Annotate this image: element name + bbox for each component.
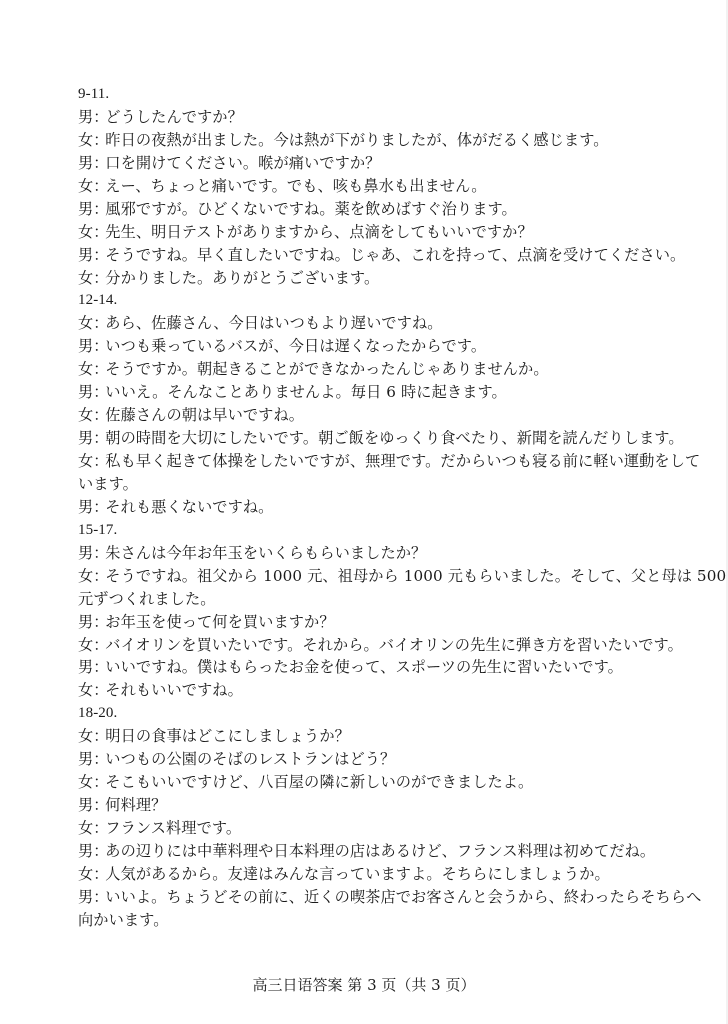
speaker-label: 男: [78, 658, 94, 677]
section-number: 9-11.: [78, 86, 110, 102]
dialogue-text: それも悪くないですね。: [105, 497, 274, 516]
colon: ：: [93, 222, 109, 241]
colon: ：: [93, 452, 109, 470]
dialogue-text: 先生、明日テストがありますから、点滴をしてもいいですか？: [105, 222, 533, 241]
dialogue-text: あら、佐藤さん、今日はいつもより遅いですね。: [105, 314, 443, 333]
speaker-label: 女: [78, 268, 94, 287]
dialogue-text: 何料理？: [105, 796, 167, 815]
colon: ：: [93, 819, 109, 837]
dialogue-text: 風邪ですが。ひどくないですね。薬を飲めばすぐ治ります。: [105, 199, 517, 218]
dialogue-text: いいえ。そんなことありませんよ。毎日 6 時に起きます。: [105, 383, 507, 402]
dialogue-line: [78, 335, 718, 358]
dialogue-text: それもいいですね。: [105, 681, 243, 700]
dialogue-text: そこもいいですけど、八百屋の隣に新しいのができましたよ。: [105, 773, 534, 792]
speaker-label: 女: [78, 727, 94, 746]
colon: ：: [93, 406, 109, 425]
colon: ：: [93, 314, 109, 333]
speaker-label: 女: [78, 222, 94, 241]
speaker-label: 男: [78, 429, 94, 448]
speaker-label: 女: [78, 176, 94, 195]
dialogue-text: そうですね。早く直したいですね。じゃあ、これを持って、点滴を受けてください。: [105, 245, 686, 264]
speaker-label: 男: [78, 750, 94, 769]
speaker-label: 女: [78, 130, 94, 149]
dialogue-line: [78, 198, 718, 221]
dialogue-text: いいですね。僕はもらったお金を使って、スポーツの先生に習いたいです。: [105, 658, 623, 677]
dialogue-text: 佐藤さんの朝は早いですね。: [105, 406, 305, 425]
speaker-label: 女: [78, 864, 94, 883]
section-number: 18-20.: [78, 705, 118, 722]
dialogue-line: [78, 381, 718, 404]
dialogue-text: どうしたんですか？: [105, 107, 243, 126]
dialogue-continuation: 向かいます。: [78, 910, 169, 929]
colon: ：: [93, 268, 109, 287]
speaker-label: 女: [78, 681, 94, 700]
dialogue-line: [78, 565, 727, 588]
speaker-label: 男: [78, 153, 94, 172]
section-number: 15-17.: [78, 521, 118, 538]
dialogue-text: 朝の時間を大切にしたいです。朝ご飯をゆっくり食べたり、新聞を読んだりします。: [105, 429, 684, 448]
colon: ：: [93, 497, 109, 516]
colon: ：: [93, 176, 109, 195]
colon: ：: [93, 360, 109, 379]
colon: ：: [93, 796, 109, 815]
speaker-label: 男: [78, 497, 94, 516]
speaker-label: 女: [78, 819, 94, 837]
speaker-label: 女: [78, 635, 94, 654]
speaker-label: 男: [78, 796, 94, 815]
dialogue-line: [78, 152, 718, 175]
dialogue-line: [78, 771, 718, 794]
dialogue-text: えー、ちょっと痛いです。でも、咳も鼻水も出ません。: [105, 176, 487, 195]
colon: ：: [93, 566, 109, 585]
speaker-label: 男: [78, 107, 94, 126]
colon: ：: [93, 635, 109, 654]
dialogue-text: 口を開けてください。喉が痛いですか？: [105, 153, 381, 172]
dialogue-line: [78, 221, 718, 244]
colon: ：: [93, 864, 109, 883]
dialogue-text: いいよ。ちょうどその前に、近くの喫茶店でお客さんと会うから、終わったらそちらへ: [105, 887, 702, 906]
dialogue-text: 分かりました。ありがとうございます。: [105, 268, 380, 287]
colon: ：: [93, 130, 109, 149]
dialogue-line: [78, 886, 718, 909]
dialogue-line: [78, 794, 718, 817]
dialogue-text: フランス料理です。: [105, 819, 242, 837]
dialogue-line: [78, 450, 718, 473]
dialogue-line: [78, 679, 718, 702]
dialogue-text: お年玉を使って何を買いますか？: [105, 612, 335, 631]
dialogue-text: 朱さんは今年お年玉をいくらもらいましたか？: [105, 543, 427, 562]
dialogue-text: あの辺りには中華料理や日本料理の店はあるけど、フランス料理は初めてだね。: [105, 841, 656, 860]
dialogue-text: 私も早く起きて体操をしたいですが、無理です。だからいつも寝る前に軽い運動をして: [105, 452, 701, 470]
dialogue-continuation: 元ずつくれました。: [78, 589, 216, 608]
dialogue-line: [78, 656, 718, 679]
dialogue-line: [78, 175, 718, 198]
colon: ：: [93, 887, 109, 906]
dialogue-text: 明日の食事はどこにしましょうか？: [105, 727, 350, 746]
speaker-label: 女: [78, 406, 94, 425]
dialogue-line: [78, 312, 718, 335]
speaker-label: 女: [78, 773, 94, 792]
dialogue-line: [78, 106, 718, 129]
speaker-label: 男: [78, 383, 94, 402]
speaker-label: 男: [78, 245, 94, 264]
page-footer: 高三日语答案 第 3 页（共 3 页）: [252, 976, 476, 994]
colon: ：: [93, 773, 109, 792]
transcript-body: [78, 83, 727, 932]
colon: ：: [93, 841, 109, 860]
colon: ：: [93, 543, 109, 562]
colon: ：: [93, 383, 109, 402]
colon: ：: [93, 658, 109, 677]
dialogue-line: [78, 863, 718, 886]
speaker-label: 男: [78, 612, 94, 631]
dialogue-text: バイオリンを買いたいです。それから。バイオリンの先生に弾き方を習いたいです。: [105, 635, 683, 654]
speaker-label: 女: [78, 314, 94, 333]
dialogue-line: [78, 840, 718, 863]
colon: ：: [93, 681, 109, 700]
speaker-label: 女: [78, 566, 94, 585]
dialogue-text: そうですか。朝起きることができなかったんじゃありませんか。: [105, 360, 549, 379]
colon: ：: [93, 199, 109, 218]
colon: ：: [93, 429, 109, 448]
speaker-label: 女: [78, 360, 94, 379]
dialogue-line: [78, 634, 718, 657]
section-number: 12-14.: [78, 292, 118, 309]
dialogue-text: そうですね。祖父から 1000 元、祖母から 1000 元もらいました。そして、父と母は 500: [105, 566, 727, 585]
speaker-label: 男: [78, 199, 94, 218]
speaker-label: 男: [78, 841, 94, 860]
dialogue-line: [78, 725, 718, 748]
dialogue-line: [78, 129, 718, 152]
dialogue-line: [78, 496, 718, 519]
colon: ：: [93, 107, 109, 126]
dialogue-line: [78, 611, 718, 634]
speaker-label: 男: [78, 543, 94, 562]
colon: ：: [93, 153, 109, 172]
dialogue-line: [78, 358, 718, 381]
colon: ：: [93, 245, 109, 264]
speaker-label: 女: [78, 452, 94, 470]
colon: ：: [93, 750, 109, 769]
dialogue-text: 昨日の夜熱が出ました。今は熱が下がりましたが、体がだるく感じます。: [105, 130, 609, 149]
dialogue-continuation: います。: [78, 474, 138, 493]
colon: ：: [93, 727, 109, 746]
dialogue-line: [78, 267, 718, 290]
dialogue-text: 人気があるから。友達はみんな言っていますよ。そちらにしましょうか。: [105, 864, 610, 883]
dialogue-line: [78, 542, 718, 565]
dialogue-line: [78, 748, 718, 771]
colon: ：: [93, 337, 109, 356]
speaker-label: 男: [78, 337, 94, 356]
dialogue-text: いつも乗っているバスが、今日は遅くなったからです。: [105, 337, 487, 356]
speaker-label: 男: [78, 887, 94, 906]
dialogue-line: [78, 427, 718, 450]
dialogue-text: いつもの公園のそばのレストランはどう？: [105, 750, 396, 769]
dialogue-line: [78, 244, 718, 267]
colon: ：: [93, 612, 109, 631]
dialogue-line: [78, 404, 718, 427]
dialogue-line: [78, 817, 718, 840]
